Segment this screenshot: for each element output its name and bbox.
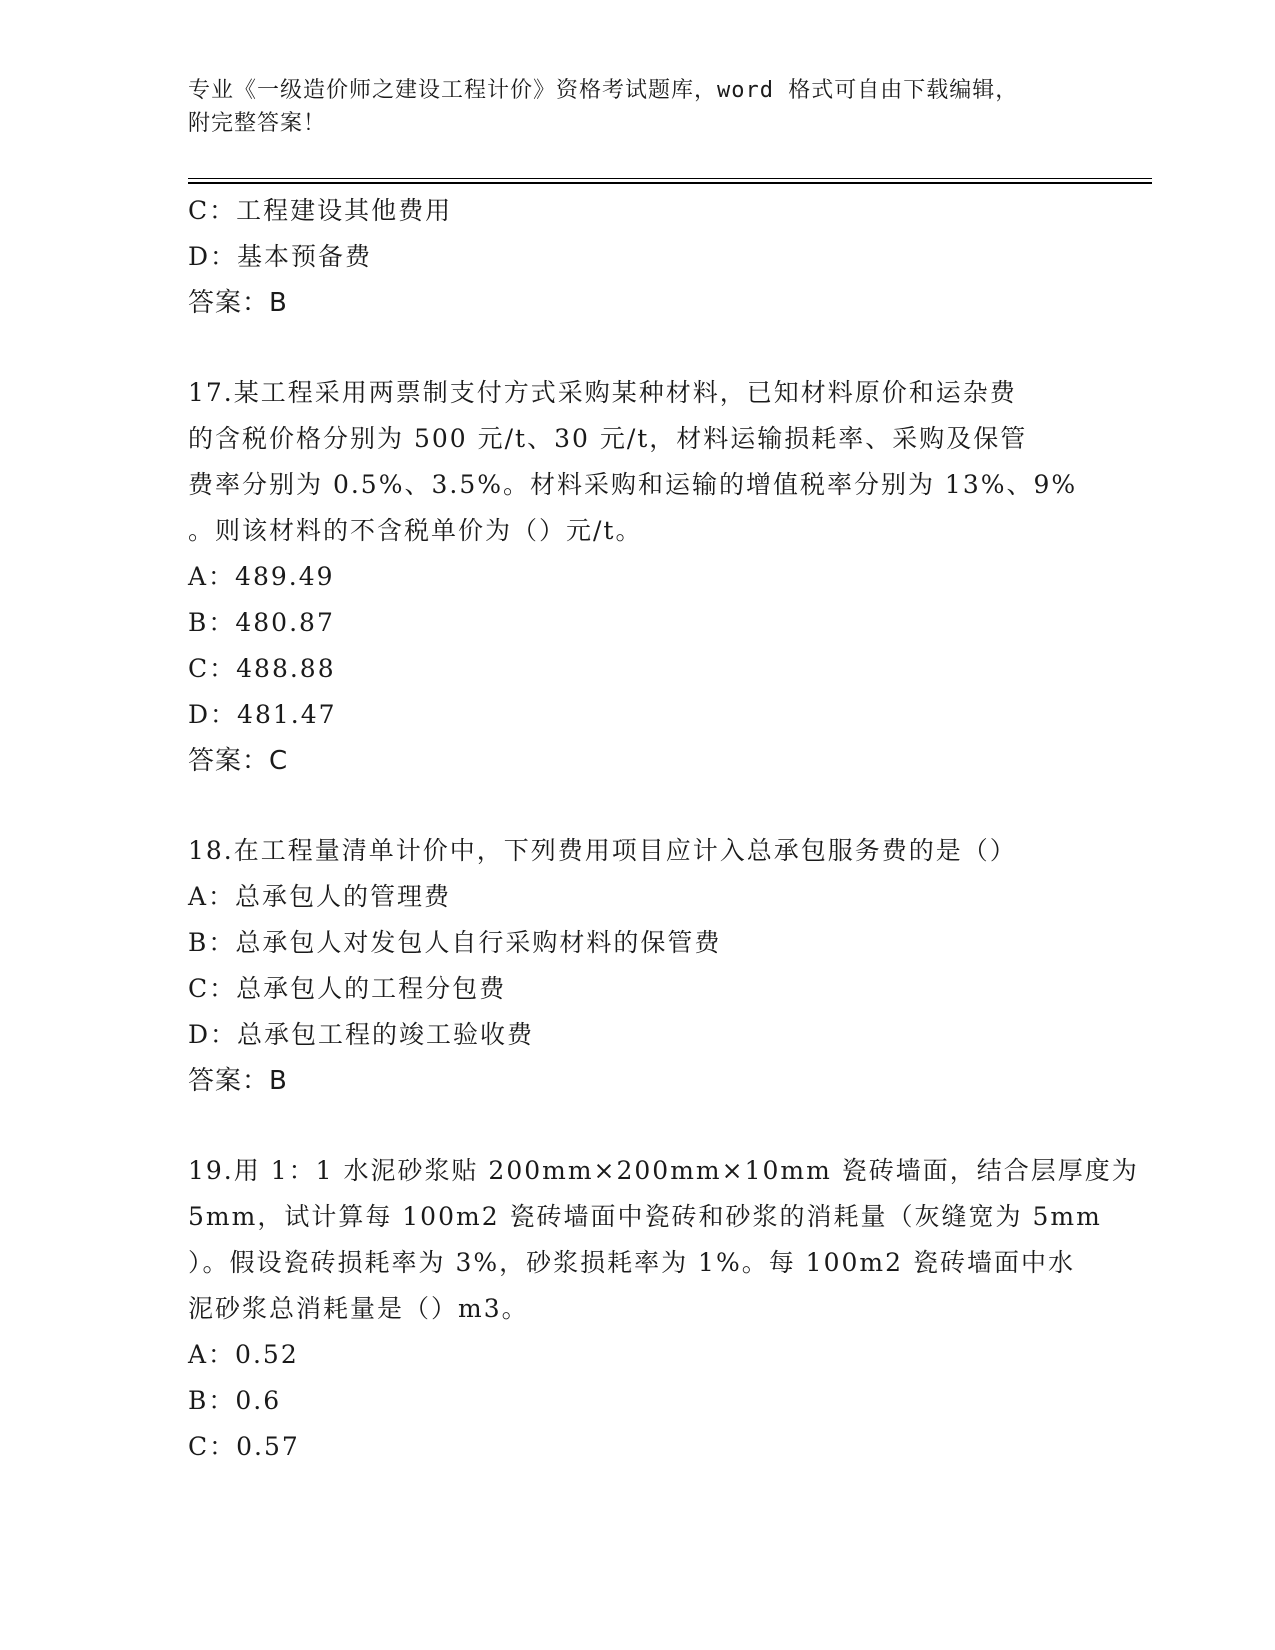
option-d: D：总承包工程的竣工验收费 — [188, 1020, 535, 1049]
answer-line: 答案：C — [188, 746, 289, 776]
header-line-2: 附完整答案！ — [188, 111, 327, 136]
question-text-line: 。则该材料的不含税单价为（）元/t。 — [188, 516, 643, 545]
option-b: B：480.87 — [188, 608, 335, 637]
header-divider-thin — [188, 178, 1152, 179]
question-text-line: 17.某工程采用两票制支付方式采购某种材料，已知材料原价和运杂费 — [188, 378, 1017, 407]
question-text-line: 的含税价格分别为 500 元/t、30 元/t，材料运输损耗率、采购及保管 — [188, 424, 1028, 453]
option-c: C：工程建设其他费用 — [188, 196, 453, 225]
spacer — [188, 1104, 1088, 1148]
question-17 — [188, 370, 1088, 784]
option-d: D：基本预备费 — [188, 242, 373, 271]
question-content — [188, 188, 1139, 1470]
spacer — [188, 784, 1088, 828]
document-header — [188, 74, 1088, 140]
option-a: A：489.49 — [188, 562, 335, 591]
question-text-line: ）。假设瓷砖损耗率为 3%，砂浆损耗率为 1%。每 100m2 瓷砖墙面中水 — [188, 1248, 1075, 1277]
option-b: B：0.6 — [188, 1386, 282, 1415]
header-divider-thick — [188, 182, 1152, 184]
option-c: C：488.88 — [188, 654, 336, 683]
question-16-tail — [188, 188, 1088, 326]
option-c: C：0.57 — [188, 1432, 300, 1461]
question-text-line: 5mm，试计算每 100m2 瓷砖墙面中瓷砖和砂浆的消耗量（灰缝宽为 5mm — [188, 1202, 1102, 1231]
question-18 — [188, 828, 1088, 1104]
question-text-line: 18.在工程量清单计价中，下列费用项目应计入总承包服务费的是（） — [188, 836, 1017, 865]
question-19 — [188, 1148, 1139, 1470]
answer-line: 答案：B — [188, 288, 288, 318]
option-b: B：总承包人对发包人自行采购材料的保管费 — [188, 928, 722, 957]
option-d: D：481.47 — [188, 700, 337, 729]
question-text-line: 19.用 1：1 水泥砂浆贴 200mm×200mm×10mm 瓷砖墙面，结合层厚度为 — [188, 1156, 1139, 1185]
option-c: C：总承包人的工程分包费 — [188, 974, 507, 1003]
answer-line: 答案：B — [188, 1066, 288, 1096]
option-a: A：总承包人的管理费 — [188, 882, 452, 911]
question-text-line: 泥砂浆总消耗量是（）m3。 — [188, 1294, 529, 1323]
header-line-1: 专业《一级造价师之建设工程计价》资格考试题库，word 格式可自由下载编辑， — [188, 78, 1019, 103]
option-a: A：0.52 — [188, 1340, 299, 1369]
question-text-line: 费率分别为 0.5%、3.5%。材料采购和运输的增值税率分别为 13%、9% — [188, 470, 1078, 499]
spacer — [188, 326, 1088, 370]
